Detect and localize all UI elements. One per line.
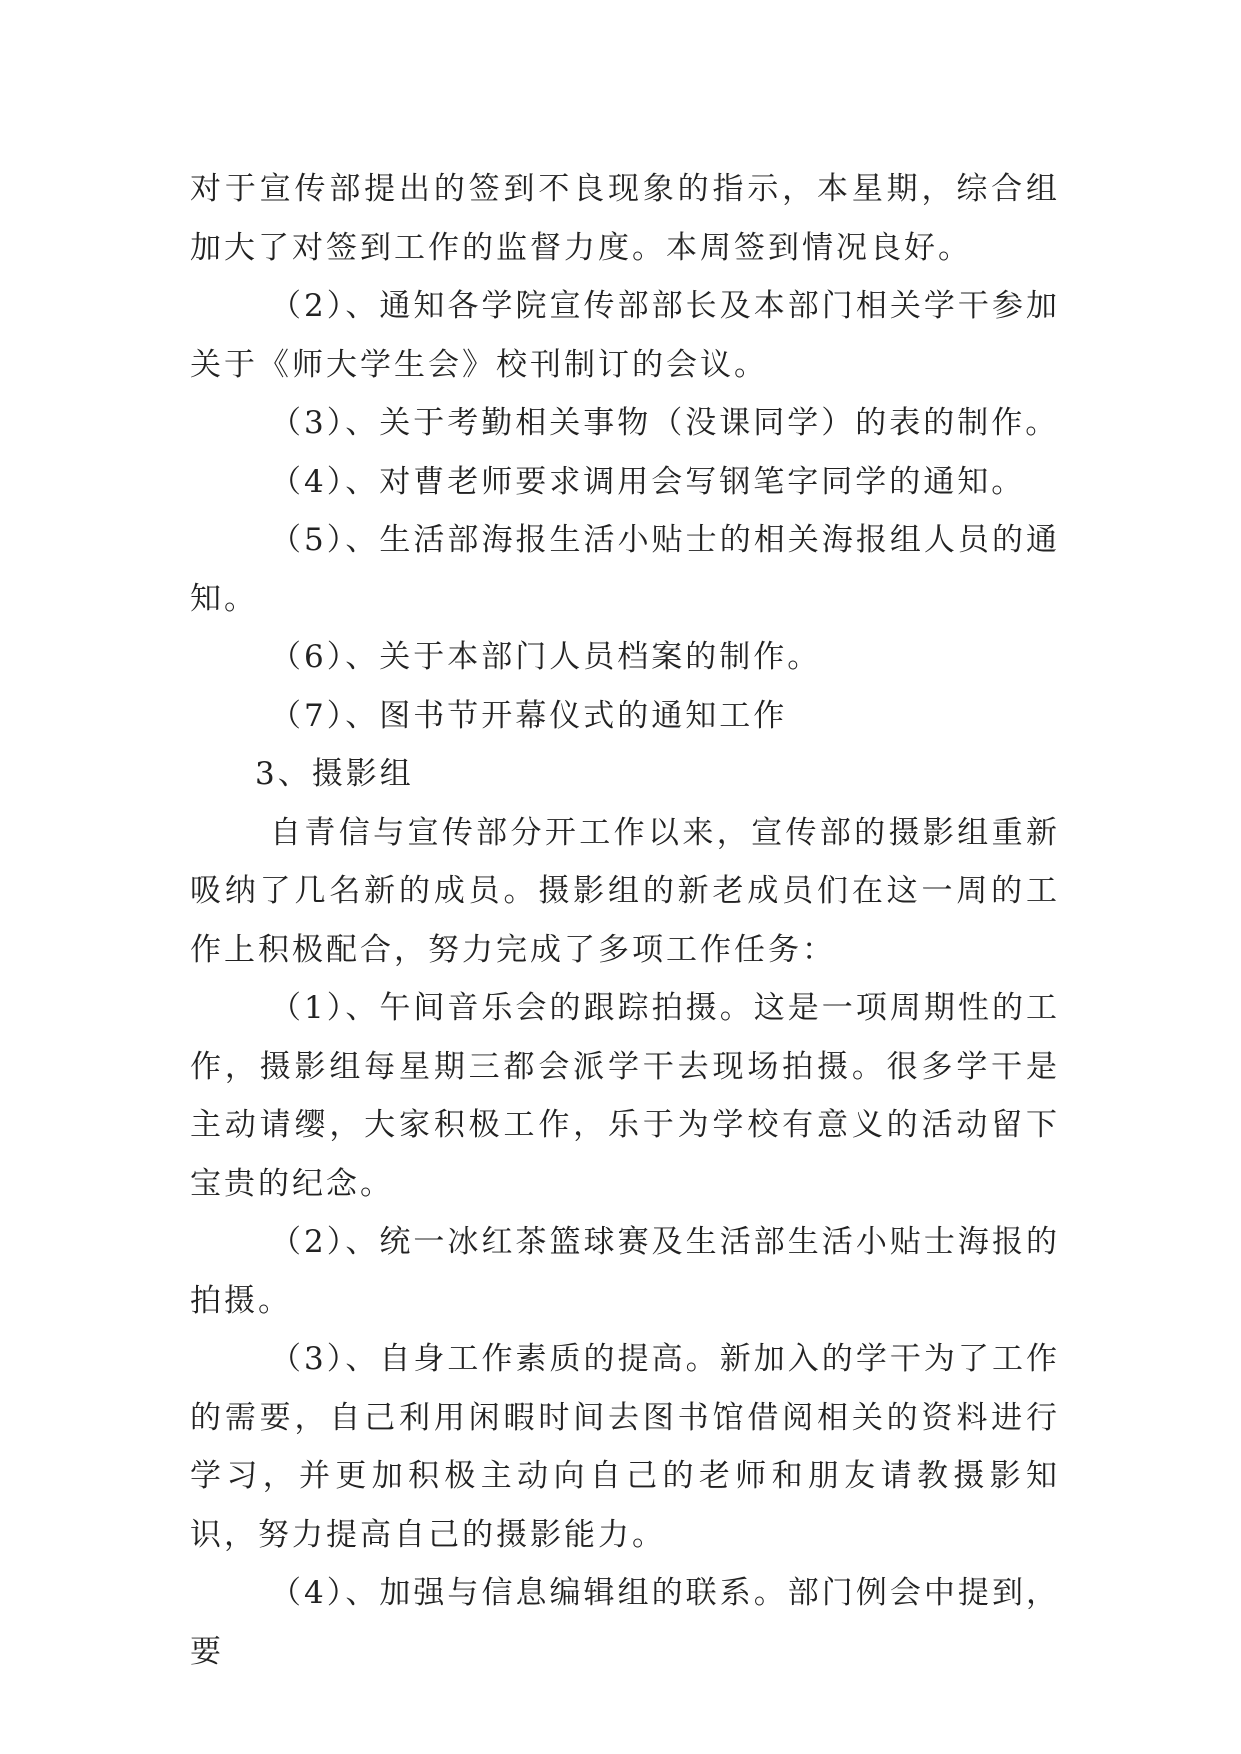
paragraph-photo-item-2-basketball: （2）、统一冰红茶篮球赛及生活部生活小贴士海报的拍摄。 xyxy=(190,1224,1060,1319)
section-heading-photography: 3、摄影组 xyxy=(255,756,414,792)
paragraph-signin-supervision: 对于宣传部提出的签到不良现象的指示，本星期，综合组加大了对签到工作的监督力度。本周签到情况良好。 xyxy=(190,171,1060,266)
paragraph-item-7-book-festival: （7）、图书节开幕仪式的通知工作 xyxy=(270,697,788,734)
paragraph-photo-item-1-concert: （1）、午间音乐会的跟踪拍摄。这是一项周期性的工作，摄影组每星期三都会派学干去现场拍摄。很多学干是主动请缨，大家积极工作，乐于为学校有意义的活动留下宝贵的纪念。 xyxy=(190,990,1060,1202)
paragraph-item-3-attendance-table: （3）、关于考勤相关事物（没课同学）的表的制作。 xyxy=(270,405,1060,441)
paragraph-item-2-meeting-notice: （2）、通知各学院宣传部部长及本部门相关学干参加关于《师大学生会》校刊制订的会议。 xyxy=(190,288,1060,383)
paragraph-item-4-calligraphy-notice: （4）、对曹老师要求调用会写钢笔字同学的通知。 xyxy=(270,463,1026,500)
paragraph-photo-item-3-self-improvement: （3）、自身工作素质的提高。新加入的学干为了工作的需要，自己利用闲暇时间去图书馆借阅相关的资料进行学习，并更加积极主动向自己的老师和朋友请教摄影知识，努力提高自己的摄影能力。 xyxy=(190,1341,1060,1553)
paragraph-item-6-staff-archive: （6）、关于本部门人员档案的制作。 xyxy=(270,639,822,675)
paragraph-photography-intro: 自青信与宣传部分开工作以来，宣传部的摄影组重新吸纳了几名新的成员。摄影组的新老成员们在这一周的工作上积极配合，努力完成了多项工作任务： xyxy=(190,814,1060,968)
paragraph-photo-item-4-editing-liaison: （4）、加强与信息编辑组的联系。部门例会中提到，要 xyxy=(190,1575,1060,1670)
paragraph-item-5-poster-notice: （5）、生活部海报生活小贴士的相关海报组人员的通知。 xyxy=(190,522,1060,617)
document-body xyxy=(190,160,1060,1681)
